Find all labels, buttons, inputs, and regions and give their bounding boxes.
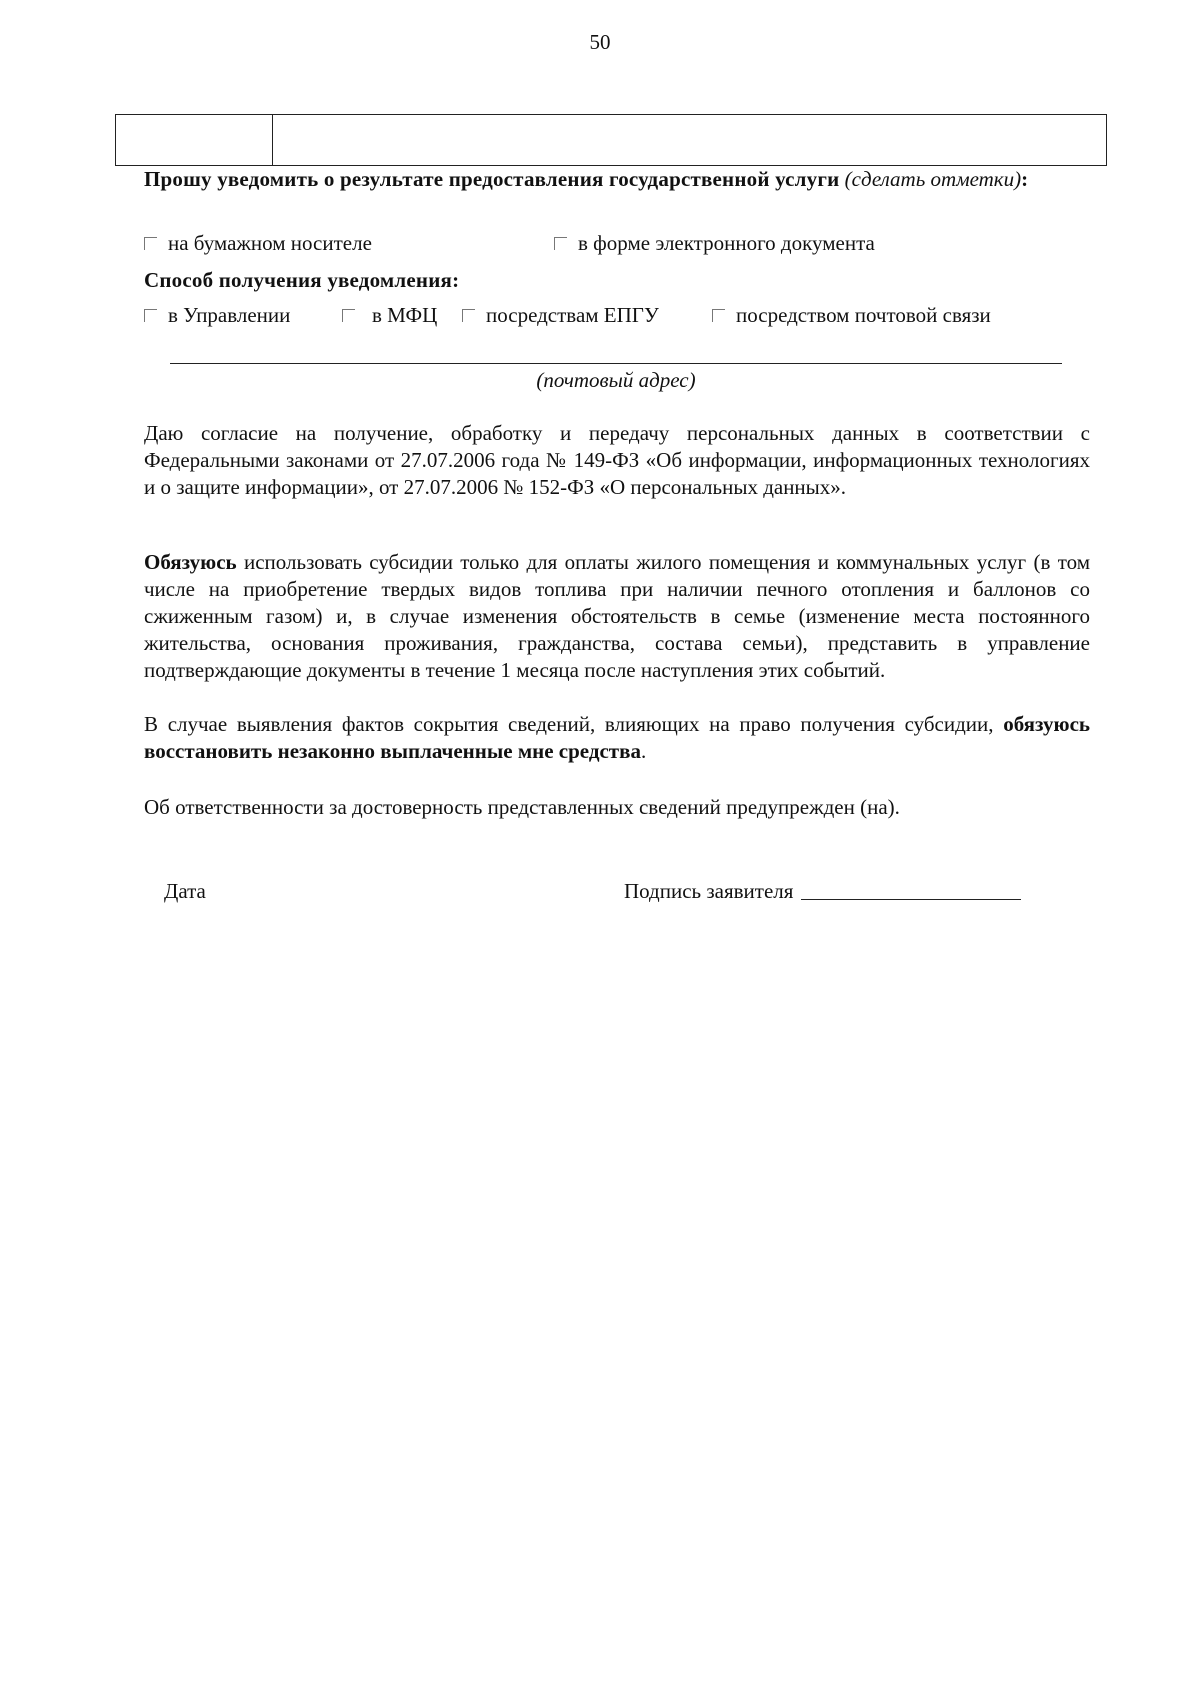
notify-option-electronic-label: в форме электронного документа (578, 231, 875, 255)
notify-heading-colon: : (1021, 167, 1029, 191)
postal-address-caption: (почтовый адрес) (536, 368, 696, 392)
notify-option-electronic[interactable] (554, 230, 875, 257)
signature-label: Подпись заявителя (624, 879, 794, 903)
method-option-epgu-label: посредствам ЕПГУ (486, 303, 659, 327)
consent-paragraph: Даю согласие на получение, обработку и передачу персональных данных в соответствии с Федеральными законами от 27.07.2006 года № 149-ФЗ «Об информации, информационных технологиях и о защите информации», от 27.07.2006 № 152-ФЗ «О персональных данных». (144, 421, 1090, 499)
method-option-post-label: посредством почтовой связи (736, 303, 991, 327)
notify-option-paper[interactable] (144, 230, 372, 257)
method-option-office-label: в Управлении (168, 303, 291, 327)
checkbox-icon[interactable] (712, 309, 726, 323)
checkbox-icon[interactable] (144, 237, 158, 251)
page-number: 50 (589, 30, 611, 54)
checkbox-icon[interactable] (462, 309, 476, 323)
concealment-bold: обязуюсь восстановить незаконно выплаченные мне средства (144, 712, 1090, 763)
method-heading: Способ получения уведомления: (144, 268, 460, 292)
method-option-epgu[interactable] (462, 302, 659, 329)
obligation-paragraph (144, 549, 1090, 684)
notify-heading (144, 166, 1090, 193)
method-option-office[interactable] (144, 302, 290, 329)
date-label: Дата (164, 879, 206, 903)
form-table-row (115, 114, 1107, 166)
notify-option-paper-label: на бумажном носителе (168, 231, 372, 255)
checkbox-icon[interactable] (554, 237, 568, 251)
concealment-paragraph (144, 711, 1090, 765)
responsibility-paragraph: Об ответственности за достоверность представленных сведений предупрежден (на). (144, 795, 900, 819)
signature-line[interactable] (801, 879, 1021, 900)
notify-heading-bold: Прошу уведомить о результате предоставления государственной услуги (144, 167, 840, 191)
notify-heading-italic: (сделать отметки) (844, 167, 1022, 191)
method-option-mfc[interactable] (342, 302, 437, 329)
checkbox-icon[interactable] (144, 309, 158, 323)
method-option-post[interactable] (712, 302, 991, 329)
obligation-lead: Обязуюсь (144, 550, 237, 574)
checkbox-icon[interactable] (342, 309, 356, 323)
method-option-mfc-label: в МФЦ (372, 303, 438, 327)
concealment-tail: . (640, 739, 647, 763)
table-divider (272, 115, 273, 165)
concealment-text: В случае выявления фактов сокрытия сведений, влияющих на право получения субсидии, (144, 712, 994, 736)
obligation-text: использовать субсидии только для оплаты жилого помещения и коммунальных услуг (в том числе на приобретение твердых видов топлива при наличии печного отопления и баллонов со сжиженным газом) и, в случае изменения обстоятельств в семье (изменение места постоянного жительства, основания проживания, гражданства, состава семьи), представить в управление подтверждающие документы в течение 1 месяца после наступления этих событий. (144, 550, 1090, 682)
postal-address-line[interactable] (170, 363, 1062, 364)
signature-field (624, 878, 1021, 905)
